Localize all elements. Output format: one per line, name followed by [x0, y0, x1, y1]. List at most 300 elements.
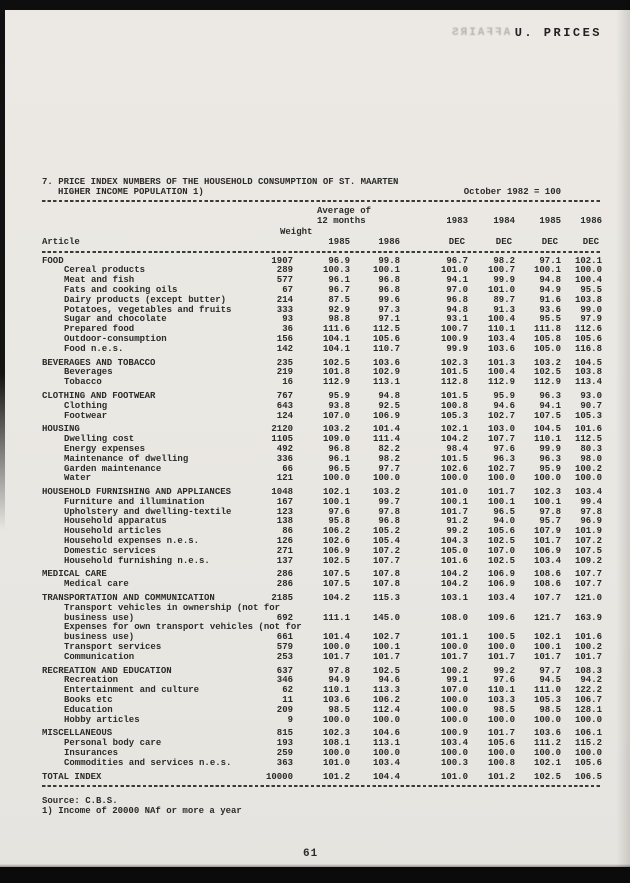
table-row — [42, 378, 601, 388]
index-value: 96.9 — [328, 255, 350, 266]
index-value: 103.4 — [487, 593, 515, 604]
index-value: 100.0 — [487, 714, 515, 725]
index-value: 106.2 — [322, 526, 350, 537]
article-label: CLOTHING AND FOOTWEAR — [42, 390, 156, 401]
index-value: 106.9 — [322, 545, 350, 556]
index-value: 96.9 — [580, 516, 602, 527]
index-value: 103.4 — [372, 757, 400, 768]
index-value: 100.1 — [533, 496, 561, 507]
article-label: HOUSEHOLD FURNISHING AND APPLIANCES — [42, 487, 232, 498]
index-value: 100.9 — [440, 728, 468, 739]
index-value: 99.1 — [446, 675, 468, 686]
index-value: 104.2 — [440, 434, 468, 445]
weight-value: 209 — [276, 704, 293, 715]
index-value: 101.7 — [533, 651, 561, 662]
index-value: 100.0 — [440, 714, 468, 725]
index-value: 112.5 — [574, 434, 602, 445]
index-value: 97.1 — [378, 314, 400, 325]
index-value: 95.5 — [539, 314, 561, 325]
article-label: TOTAL INDEX — [42, 771, 102, 782]
index-value: 111.8 — [533, 324, 561, 335]
weight-value: 1105 — [271, 434, 293, 445]
article-label: Beverages — [64, 367, 113, 378]
index-value: 105.3 — [533, 695, 561, 706]
table-title-line2: HIGHER INCOME POPULATION 1) — [58, 187, 204, 197]
index-value: 103.2 — [533, 357, 561, 368]
index-value: 105.6 — [574, 757, 602, 768]
dec-header-1986: DEC — [582, 237, 599, 248]
weight-value: 1048 — [271, 487, 293, 498]
index-value: 97.7 — [539, 665, 561, 676]
table-row — [42, 335, 601, 345]
index-value: 108.6 — [533, 579, 561, 590]
article-label: Communication — [64, 651, 135, 662]
index-value: 106.1 — [574, 728, 602, 739]
weight-value: 577 — [276, 275, 293, 286]
total-index-row — [42, 773, 601, 783]
index-value: 109.2 — [574, 555, 602, 566]
index-value: 104.6 — [372, 728, 400, 739]
index-value: 104.3 — [440, 536, 468, 547]
weight-column-header: Weight — [280, 226, 313, 237]
index-value: 95.8 — [328, 516, 350, 527]
index-value: 98.2 — [378, 453, 400, 464]
index-value: 94.8 — [539, 275, 561, 286]
index-value: 101.7 — [322, 651, 350, 662]
article-label: MEDICAL CARE — [42, 569, 107, 580]
index-value: 128.1 — [574, 704, 602, 715]
article-label: Clothing — [64, 400, 108, 411]
article-label: Entertainment and culture — [64, 685, 200, 696]
table-row — [42, 580, 601, 590]
index-value: 102.3 — [533, 487, 561, 498]
index-value: 100.0 — [322, 748, 350, 759]
index-value: 99.2 — [446, 526, 468, 537]
index-value: 145.0 — [372, 612, 400, 623]
weight-value: 9 — [287, 714, 293, 725]
index-value: 100.3 — [322, 265, 350, 276]
index-value: 91.6 — [539, 294, 561, 305]
index-value: 101.7 — [440, 506, 468, 517]
price-table-body — [42, 257, 601, 783]
index-value: 101.1 — [440, 632, 468, 643]
index-value: 100.4 — [487, 367, 515, 378]
index-value: 111.0 — [533, 685, 561, 696]
index-value: 101.3 — [487, 357, 515, 368]
index-value: 94.9 — [328, 675, 350, 686]
index-value: 112.9 — [487, 377, 515, 388]
index-value: 105.6 — [574, 333, 602, 344]
index-value: 102.9 — [372, 367, 400, 378]
index-value: 163.9 — [574, 612, 602, 623]
article-label: Food n.e.s. — [64, 343, 124, 354]
year-header-1986: 1986 — [580, 216, 602, 227]
weight-value: 661 — [276, 632, 293, 643]
table-row — [42, 739, 601, 749]
index-value: 105.6 — [372, 333, 400, 344]
index-value: 108.3 — [574, 665, 602, 676]
index-value: 104.2 — [440, 569, 468, 580]
index-value: 99.2 — [493, 665, 515, 676]
index-value: 100.0 — [372, 748, 400, 759]
index-value: 97.8 — [328, 665, 350, 676]
index-value: 97.3 — [378, 304, 400, 315]
index-value: 102.5 — [322, 555, 350, 566]
index-value: 80.3 — [580, 443, 602, 454]
index-value: 100.0 — [440, 473, 468, 484]
index-value: 99.6 — [378, 294, 400, 305]
index-value: 103.2 — [372, 487, 400, 498]
divider-under-header — [42, 251, 601, 253]
index-value: 97.0 — [446, 284, 468, 295]
index-value: 107.8 — [372, 579, 400, 590]
index-value: 98.4 — [446, 443, 468, 454]
article-label: FOOD — [42, 255, 64, 266]
index-value: 100.0 — [533, 748, 561, 759]
index-value: 101.6 — [574, 424, 602, 435]
index-value: 96.3 — [539, 453, 561, 464]
index-value: 102.5 — [372, 665, 400, 676]
article-column-header: Article — [42, 237, 80, 248]
scan-border-left — [0, 10, 5, 530]
article-label: Hobby articles — [64, 714, 140, 725]
article-label: Prepared food — [64, 324, 135, 335]
index-value: 92.9 — [328, 304, 350, 315]
weight-value: 271 — [276, 545, 293, 556]
index-value: 93.8 — [328, 400, 350, 411]
index-value: 100.0 — [487, 642, 515, 653]
table-footer — [42, 796, 601, 816]
index-value: 104.1 — [322, 333, 350, 344]
index-value: 106.9 — [487, 579, 515, 590]
page-number: 61 — [303, 848, 319, 860]
year-header-1983: 1983 — [446, 216, 468, 227]
weight-value: 36 — [282, 324, 293, 335]
index-value: 102.1 — [574, 255, 602, 266]
index-value: 102.5 — [533, 367, 561, 378]
weight-value: 138 — [276, 516, 293, 527]
index-value: 100.1 — [322, 496, 350, 507]
index-value: 113.4 — [574, 377, 602, 388]
index-value: 94.6 — [378, 675, 400, 686]
index-value: 109.0 — [322, 434, 350, 445]
index-value: 107.7 — [574, 579, 602, 590]
index-value: 96.8 — [378, 275, 400, 286]
index-value: 107.7 — [574, 569, 602, 580]
index-value: 101.4 — [372, 424, 400, 435]
index-value: 97.8 — [580, 506, 602, 517]
index-value: 105.6 — [487, 526, 515, 537]
table-header — [42, 206, 601, 248]
index-value: 121.7 — [533, 612, 561, 623]
index-value: 105.3 — [440, 410, 468, 421]
dec-header-1983: DEC — [448, 237, 465, 248]
index-value: 97.8 — [539, 506, 561, 517]
index-value: 106.7 — [574, 695, 602, 706]
index-value: 108.6 — [533, 569, 561, 580]
index-value: 90.7 — [580, 400, 602, 411]
income-footnote: 1) Income of 20000 NAf or more a year — [42, 806, 242, 817]
weight-value: 336 — [276, 453, 293, 464]
weight-value: 66 — [282, 463, 293, 474]
avg-header-line1: Average of — [317, 206, 372, 216]
article-label: Education — [64, 704, 113, 715]
weight-value: 137 — [276, 555, 293, 566]
index-value: 100.1 — [487, 496, 515, 507]
index-value: 110.1 — [322, 685, 350, 696]
index-value: 101.5 — [440, 367, 468, 378]
index-value: 100.7 — [440, 324, 468, 335]
index-value: 96.5 — [328, 463, 350, 474]
index-value: 113.3 — [372, 685, 400, 696]
index-value: 100.4 — [487, 314, 515, 325]
index-value: 100.0 — [487, 473, 515, 484]
index-value: 101.7 — [487, 487, 515, 498]
avg-year-1985: 1985 — [328, 237, 350, 248]
index-value: 101.9 — [574, 526, 602, 537]
index-value: 107.5 — [322, 569, 350, 580]
index-value: 104.4 — [372, 771, 400, 782]
index-value: 108.1 — [322, 738, 350, 749]
index-value: 102.5 — [533, 771, 561, 782]
index-value: 109.6 — [487, 612, 515, 623]
weight-value: 259 — [276, 748, 293, 759]
weight-value: 346 — [276, 675, 293, 686]
index-value: 100.0 — [574, 714, 602, 725]
index-value: 102.5 — [487, 555, 515, 566]
index-value: 97.6 — [493, 675, 515, 686]
index-value: 116.8 — [574, 343, 602, 354]
index-value: 105.3 — [574, 410, 602, 421]
index-value: 106.9 — [533, 545, 561, 556]
weight-value: 286 — [276, 579, 293, 590]
index-value: 100.0 — [487, 748, 515, 759]
index-value: 99.0 — [580, 304, 602, 315]
index-value: 102.1 — [440, 424, 468, 435]
index-value: 100.0 — [322, 642, 350, 653]
index-value: 112.8 — [440, 377, 468, 388]
index-value: 102.7 — [372, 632, 400, 643]
index-value: 108.0 — [440, 612, 468, 623]
index-value: 100.8 — [440, 400, 468, 411]
index-value: 111.4 — [372, 434, 400, 445]
divider-under-title — [42, 200, 601, 202]
index-value: 96.7 — [446, 255, 468, 266]
index-value: 98.5 — [328, 704, 350, 715]
index-value: 100.4 — [574, 275, 602, 286]
index-value: 94.2 — [580, 675, 602, 686]
source-note: Source: C.B.S. — [42, 796, 118, 807]
index-value: 98.5 — [493, 704, 515, 715]
index-value: 115.3 — [372, 593, 400, 604]
index-value: 115.2 — [574, 738, 602, 749]
index-value: 87.5 — [328, 294, 350, 305]
index-value: 92.5 — [378, 400, 400, 411]
index-value: 101.8 — [322, 367, 350, 378]
index-value: 100.0 — [533, 714, 561, 725]
index-value: 91.2 — [446, 516, 468, 527]
article-label: MISCELLANEOUS — [42, 728, 113, 739]
year-header-1984: 1984 — [493, 216, 515, 227]
table-row — [42, 474, 601, 484]
index-value: 100.2 — [574, 463, 602, 474]
article-label: Transport services — [64, 642, 162, 653]
index-value: 100.1 — [372, 265, 400, 276]
table-row — [42, 716, 601, 726]
index-value: 102.5 — [487, 536, 515, 547]
weight-value: 289 — [276, 265, 293, 276]
index-value: 112.9 — [322, 377, 350, 388]
index-value: 107.5 — [574, 545, 602, 556]
index-value: 98.2 — [493, 255, 515, 266]
section-header-row — [42, 667, 601, 677]
index-value: 100.0 — [440, 748, 468, 759]
index-value: 96.1 — [328, 275, 350, 286]
section-header-row — [42, 392, 601, 402]
dec-header-1984: DEC — [495, 237, 512, 248]
weight-value: 219 — [276, 367, 293, 378]
index-value: 105.0 — [440, 545, 468, 556]
index-value: 107.9 — [533, 526, 561, 537]
index-value: 100.8 — [487, 757, 515, 768]
index-value: 94.8 — [446, 304, 468, 315]
index-value: 101.2 — [322, 771, 350, 782]
index-value: 100.0 — [574, 265, 602, 276]
index-value: 97.8 — [378, 506, 400, 517]
index-value: 103.6 — [322, 695, 350, 706]
article-label: Dairy products (except butter) — [64, 294, 227, 305]
weight-value: 363 — [276, 757, 293, 768]
index-value: 94.1 — [446, 275, 468, 286]
index-value: 107.0 — [487, 545, 515, 556]
index-value: 96.8 — [378, 516, 400, 527]
index-value: 107.2 — [372, 545, 400, 556]
index-value: 112.9 — [533, 377, 561, 388]
index-value: 104.5 — [574, 357, 602, 368]
table-row — [42, 696, 601, 706]
index-value: 104.2 — [322, 593, 350, 604]
index-value: 100.1 — [440, 496, 468, 507]
index-value: 110.7 — [372, 343, 400, 354]
article-label: Outdoor-consumption — [64, 333, 167, 344]
index-value: 101.4 — [322, 632, 350, 643]
index-value: 100.0 — [574, 748, 602, 759]
index-base-note: October 1982 = 100 — [463, 187, 561, 197]
article-label: Personal body care — [64, 738, 162, 749]
index-value: 100.1 — [372, 642, 400, 653]
index-value: 105.4 — [372, 536, 400, 547]
index-value: 102.7 — [487, 410, 515, 421]
index-value: 105.2 — [372, 526, 400, 537]
index-value: 113.1 — [372, 377, 400, 388]
index-value: 102.1 — [322, 487, 350, 498]
index-value: 99.9 — [539, 443, 561, 454]
index-value: 93.0 — [580, 390, 602, 401]
index-value: 101.6 — [440, 555, 468, 566]
index-value: 102.1 — [533, 757, 561, 768]
scan-border-top — [0, 0, 630, 10]
article-label: HOUSING — [42, 424, 80, 435]
index-value: 104.2 — [440, 579, 468, 590]
index-value: 107.5 — [533, 410, 561, 421]
article-label: BEVERAGES AND TOBACCO — [42, 357, 156, 368]
table-row — [42, 368, 601, 378]
weight-value: 214 — [276, 294, 293, 305]
weight-value: 93 — [282, 314, 293, 325]
weight-value: 16 — [282, 377, 293, 388]
article-label: Fats and cooking oils — [64, 284, 178, 295]
index-value: 106.5 — [574, 771, 602, 782]
index-value: 121.0 — [574, 593, 602, 604]
index-value: 113.1 — [372, 738, 400, 749]
weight-value: 123 — [276, 506, 293, 517]
table-row — [42, 759, 601, 769]
article-label: Insurances — [64, 748, 119, 759]
article-label: Cereal products — [64, 265, 146, 276]
article-label: Water — [64, 473, 92, 484]
index-value: 103.4 — [533, 555, 561, 566]
index-value: 107.0 — [322, 410, 350, 421]
article-label: Footwear — [64, 410, 108, 421]
index-value: 102.7 — [487, 463, 515, 474]
section-header-row — [42, 359, 601, 369]
index-value: 106.2 — [372, 695, 400, 706]
index-value: 103.6 — [533, 728, 561, 739]
index-value: 100.0 — [322, 473, 350, 484]
index-value: 96.8 — [378, 284, 400, 295]
bleedthrough-text: AFFAIRS — [449, 27, 510, 39]
index-value: 100.0 — [440, 704, 468, 715]
weight-value: 235 — [276, 357, 293, 368]
index-value: 97.6 — [493, 443, 515, 454]
index-value: 101.0 — [440, 487, 468, 498]
index-value: 96.3 — [493, 453, 515, 464]
index-value: 103.4 — [487, 333, 515, 344]
article-label: business use) — [64, 612, 135, 623]
index-value: 103.8 — [574, 294, 602, 305]
index-value: 99.7 — [378, 496, 400, 507]
article-label: Household articles — [64, 526, 162, 537]
page-header-section: U. PRICES — [514, 26, 602, 40]
index-value: 94.1 — [539, 400, 561, 411]
index-value: 100.0 — [372, 473, 400, 484]
index-value: 95.9 — [493, 390, 515, 401]
index-value: 101.2 — [487, 771, 515, 782]
index-value: 101.7 — [440, 651, 468, 662]
article-label: Furniture and illumination — [64, 496, 205, 507]
weight-value: 2120 — [271, 424, 293, 435]
year-header-1985: 1985 — [539, 216, 561, 227]
table-row — [42, 686, 601, 696]
weight-value: 2185 — [271, 593, 293, 604]
index-value: 103.2 — [322, 424, 350, 435]
index-value: 96.8 — [328, 443, 350, 454]
index-value: 95.5 — [580, 284, 602, 295]
index-value: 101.6 — [574, 632, 602, 643]
weight-value: 62 — [282, 685, 293, 696]
article-label: Books etc — [64, 695, 113, 706]
index-value: 102.6 — [322, 536, 350, 547]
index-value: 101.7 — [372, 651, 400, 662]
index-value: 97.7 — [378, 463, 400, 474]
table-row — [42, 557, 601, 567]
weight-value: 1907 — [271, 255, 293, 266]
index-value: 110.1 — [487, 324, 515, 335]
index-value: 99.9 — [446, 343, 468, 354]
article-label: TRANSPORTATION AND COMMUNICATION — [42, 593, 215, 604]
index-value: 103.4 — [574, 487, 602, 498]
weight-value: 492 — [276, 443, 293, 454]
